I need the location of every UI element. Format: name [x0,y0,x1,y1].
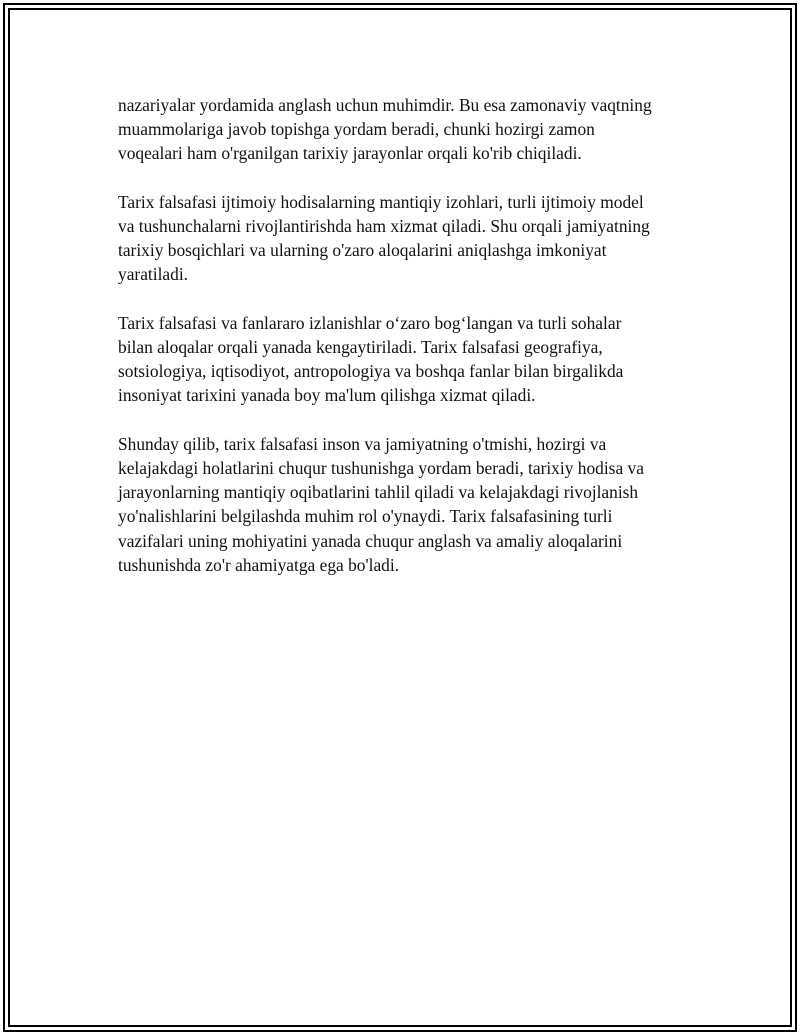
document-body [118,93,698,601]
paragraph-3: Tarix falsafasi va fanlararo izlanishlar o‘zaro bog‘langan va turli sohalar bilan aloqalar orqali yanada kengaytiriladi. Tarix falsafasi geografiya, sotsiologiya, iqtisodiyot, antropologiya va boshqa fanlar bilan birgalikda insoniyat tarixini yanada boy ma'lum qilishga xizmat qiladi. [118,312,624,406]
paragraph-2: Tarix falsafasi ijtimoiy hodisalarning mantiqiy izohlari, turli ijtimoiy model va tushunchalarni rivojlantirishda ham xizmat qiladi. Shu orqali jamiyatning tarixiy bosqichlari va ularning o'zaro aloqalarini aniqlashga imkoniyat yaratiladi. [118,191,650,285]
paragraph-1: nazariyalar yordamida anglash uchun muhimdir. Bu esa zamonaviy vaqtning muammolariga javob topishga yordam beradi, chunki hozirgi zamon voqealari ham o'rganilgan tarixiy jarayonlar orqali ko'rib chiqiladi. [118,95,652,164]
paragraph-4: Shunday qilib, tarix falsafasi inson va jamiyatning o'tmishi, hozirgi va kelajakdagi holatlarini chuqur tushunishga yordam beradi, tarixiy hodisa va jarayonlarning mantiqiy oqibatlarini tahlil qiladi va kelajakdagi rivojlanish yo'nalishlarini belgilashda muhim rol o'ynaydi. Tarix falsafasining turli vazifalari uning mohiyatini yanada chuqur anglash va amaliy aloqalarini tushunishda zo'r ahamiyatga ega bo'ladi. [118,433,644,575]
